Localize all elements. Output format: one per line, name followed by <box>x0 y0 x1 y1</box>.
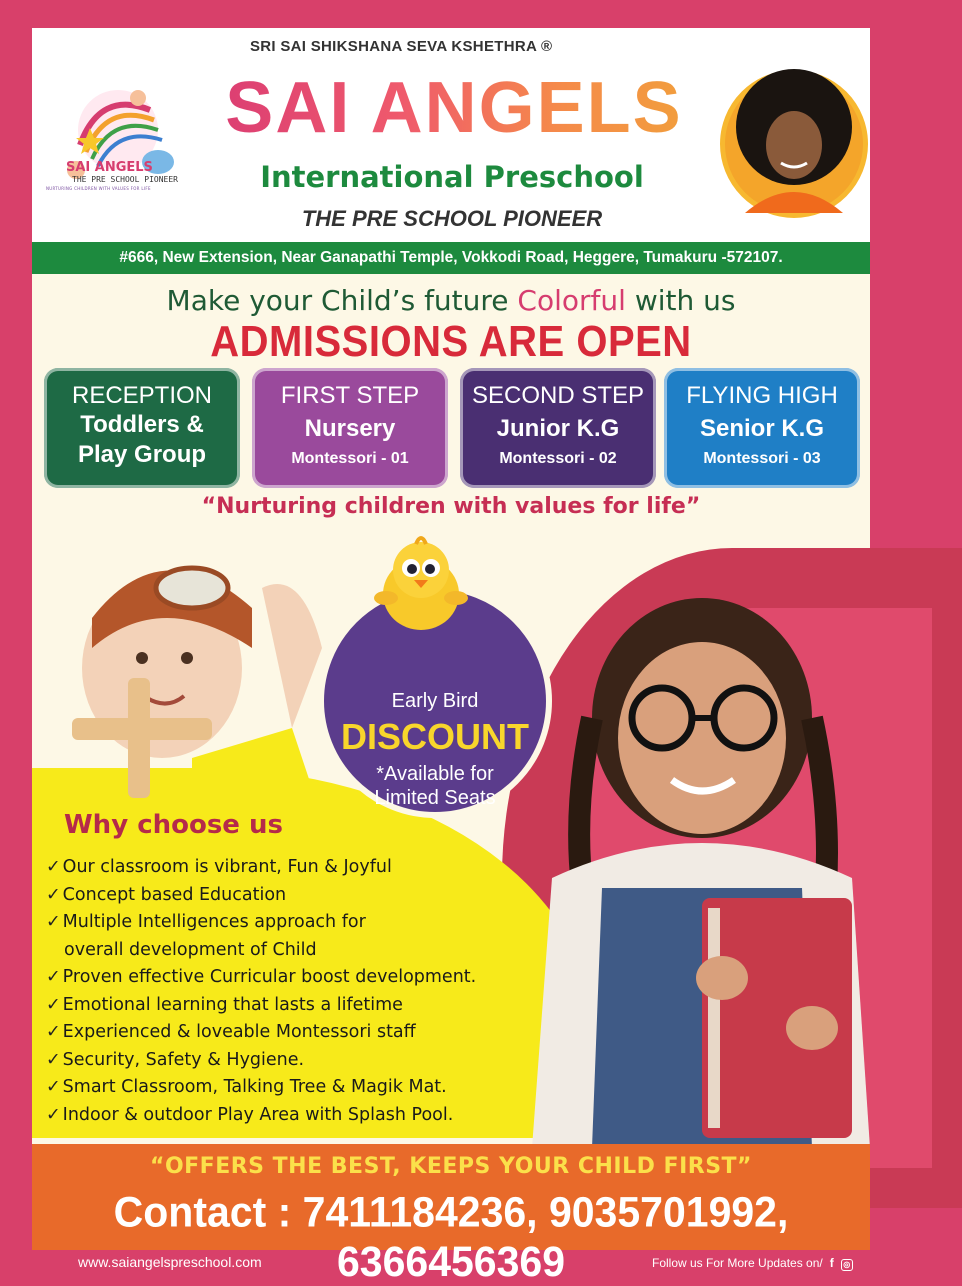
founder-portrait <box>720 70 868 218</box>
why-choose-list <box>46 854 536 1129</box>
program-card-reception <box>44 368 240 488</box>
program-class: Junior K.G <box>496 415 620 442</box>
program-class: Toddlers & <box>80 411 204 438</box>
discount-label: Early Bird <box>391 690 479 712</box>
check-icon: ✓ <box>46 912 61 932</box>
trust-name: SRI SAI SHIKSHANA SEVA KSHETHRA ® <box>250 38 553 55</box>
admissions-banner: ADMISSIONS ARE OPEN <box>210 318 692 366</box>
headline-before: Make your Child’s future <box>166 284 518 317</box>
footer-slogan: “OFFERS THE BEST, KEEPS YOUR CHILD FIRST” <box>149 1154 753 1179</box>
headline-after: with us <box>625 284 736 317</box>
program-class: Nursery <box>304 415 396 442</box>
logo-tagline: THE PRE SCHOOL PIONEER <box>72 175 178 184</box>
check-icon: ✓ <box>46 857 61 877</box>
program-level: Montessori - 02 <box>499 450 617 467</box>
check-icon: ✓ <box>46 1077 61 1097</box>
contact-numbers: Contact : 7411184236, 9035701992, 6366456369 <box>113 1187 789 1286</box>
headline <box>32 284 870 317</box>
program-level: Montessori - 01 <box>291 450 409 467</box>
list-item: ✓ Multiple Intelligences approach for <box>46 912 366 932</box>
header <box>32 28 870 242</box>
logo-motto: NURTURING CHILDREN WITH VALUES FOR LIFE <box>46 186 151 191</box>
program-stage: SECOND STEP <box>471 382 645 409</box>
discount-title: DISCOUNT <box>341 716 529 757</box>
program-class-line2: Play Group <box>77 441 207 468</box>
program-class: Senior K.G <box>699 415 825 442</box>
headline-highlight: Colorful <box>517 284 626 317</box>
girl-photo <box>512 558 870 1148</box>
check-icon: ✓ <box>46 967 61 987</box>
check-icon: ✓ <box>46 1049 61 1070</box>
instagram-icon[interactable]: ◎ <box>841 1259 853 1271</box>
brand-subtitle: International Preschool <box>260 160 644 194</box>
list-item: ✓ Smart Classroom, Talking Tree & Magik Mat. <box>46 1077 447 1097</box>
program-card-junior-kg <box>460 368 656 488</box>
why-choose-title: Why choose us <box>64 810 283 840</box>
address-bar: #666, New Extension, Near Ganapathi Temple, Vokkodi Road, Heggere, Tumakuru -572107. <box>32 242 870 274</box>
check-icon: ✓ <box>46 1022 61 1042</box>
chick-icon <box>366 528 476 638</box>
program-stage: FIRST STEP <box>280 382 420 409</box>
school-logo <box>40 70 196 220</box>
program-level: Montessori - 03 <box>703 450 821 467</box>
check-icon: ✓ <box>46 884 61 905</box>
discount-note-line2: Limited Seats <box>374 787 496 809</box>
list-item: ✓ Indoor & outdoor Play Area with Splash Pool. <box>46 1104 454 1125</box>
program-stage: FLYING HIGH <box>686 382 838 409</box>
motto-quote: “Nurturing children with values for life” <box>201 494 701 519</box>
program-card-senior-kg <box>664 368 860 488</box>
list-item: ✓ Concept based Education <box>46 884 287 905</box>
brand-title: SAI ANGELS <box>194 68 714 148</box>
program-stage: RECEPTION <box>71 382 212 409</box>
list-item-continued: overall development of Child <box>64 939 317 960</box>
list-item: ✓ Emotional learning that lasts a lifetime <box>46 994 403 1015</box>
programs-row <box>42 368 862 488</box>
discount-note <box>324 762 546 810</box>
list-item: ✓ Our classroom is vibrant, Fun & Joyful <box>46 857 392 877</box>
list-item: ✓ Security, Safety & Hygiene. <box>46 1049 305 1070</box>
boy-photo <box>32 528 332 818</box>
social-follow <box>652 1256 853 1271</box>
list-item: ✓ Proven effective Curricular boost development. <box>46 967 477 987</box>
facebook-icon[interactable]: f <box>829 1256 834 1270</box>
list-item: ✓ Experienced & loveable Montessori staff <box>46 1022 416 1042</box>
discount-note-line1: *Available for <box>376 763 494 785</box>
logo-name: SAI ANGELS <box>66 160 153 175</box>
check-icon: ✓ <box>46 1104 61 1125</box>
website-link[interactable]: www.saiangelspreschool.com <box>78 1254 262 1270</box>
follow-text: Follow us For More Updates on/ <box>652 1256 823 1270</box>
brand-tagline: THE PRE SCHOOL PIONEER <box>301 206 603 231</box>
check-icon: ✓ <box>46 994 61 1015</box>
program-card-nursery <box>252 368 448 488</box>
